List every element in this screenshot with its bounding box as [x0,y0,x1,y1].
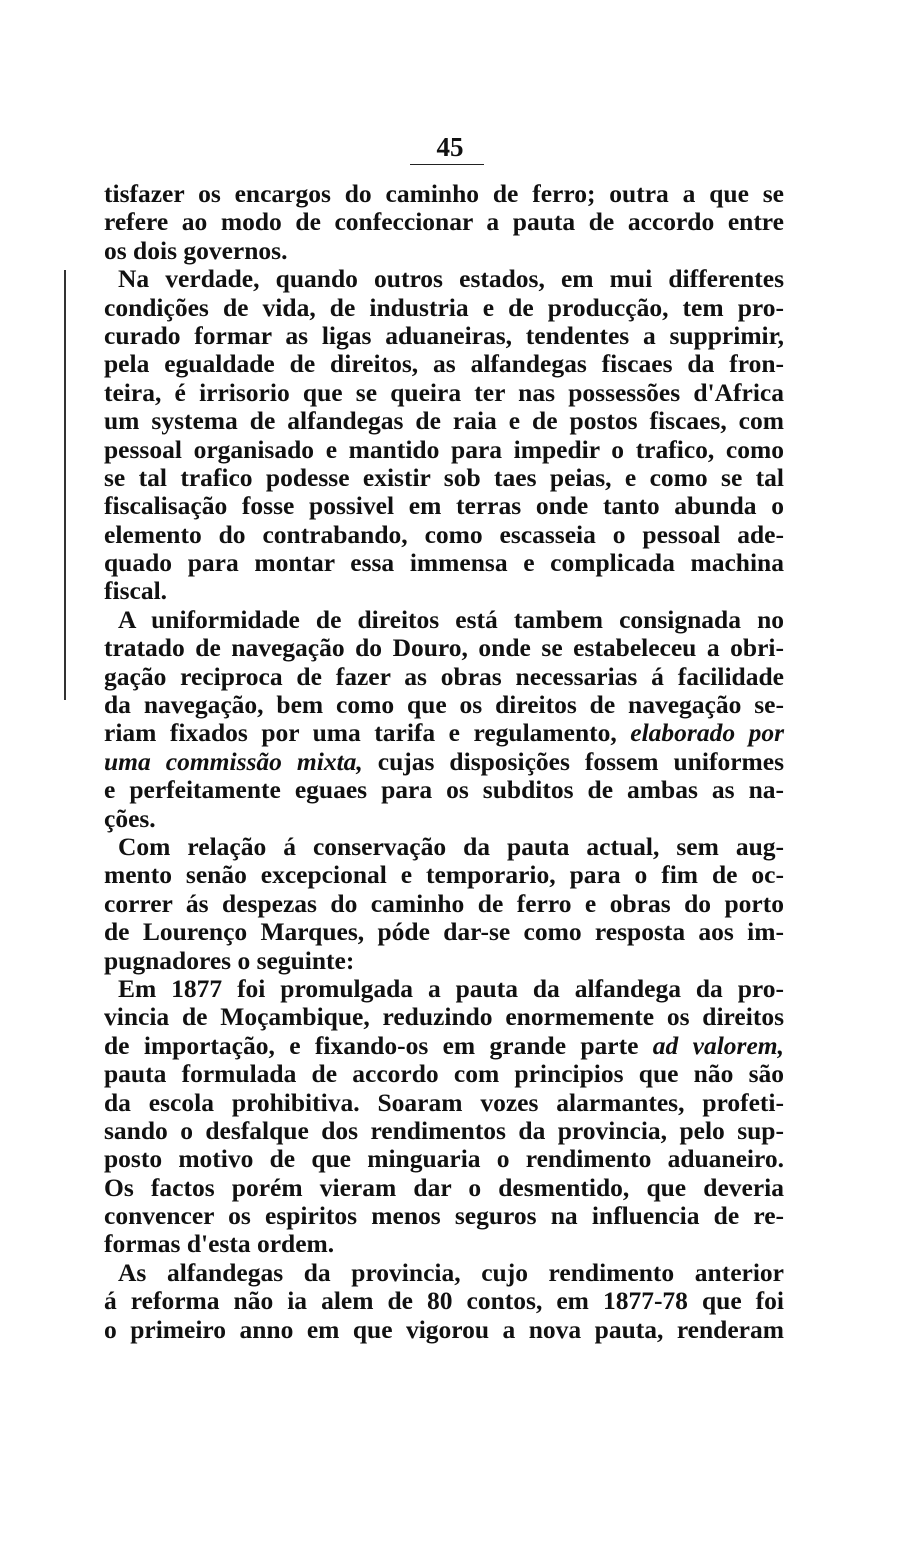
line-text: curado formar as ligas aduaneiras, tendentes a supprimir, [104,320,784,350]
text-line [104,1230,784,1258]
line-text: um systema de alfandegas de raia e de postos fiscaes, com [104,406,784,436]
text-line [104,1316,784,1344]
line-text: pauta formulada de accordo com principios que não são [104,1059,784,1089]
text-line [104,691,784,719]
line-text: correr ás despezas do caminho de ferro e obras do porto [104,888,784,918]
line-text: pugnadores o seguinte: [104,945,355,975]
line-text: vincia de Moçambique, reduzindo enormemente os direitos [104,1002,784,1032]
text-line [104,1145,784,1173]
line-text: tratado de navegação do Douro, onde se estabeleceu a obri- [104,633,784,663]
line-text: tisfazer os encargos do caminho de ferro; outra a que se [104,179,784,208]
line-text: da escola prohibitiva. Soaram vozes alarmantes, profeti- [104,1087,784,1117]
line-text: convencer os espiritos menos seguros na influencia de re- [104,1201,784,1231]
line-text: Com relação á conservação da pauta actual, sem aug- [118,831,784,861]
text-line [104,663,784,691]
text-line [104,918,784,946]
text-line [104,805,784,833]
header-rule [410,164,484,165]
body-text [104,180,784,1344]
line-text: formas d'esta ordem. [104,1229,335,1259]
line-text: de importação, e fixando-os em grande parte [104,1030,639,1060]
text-line [104,436,784,464]
text-line: uma commissão mixta, cujas disposições fossem uniformes [104,746,784,776]
line-text: se tal trafico podesse existir sob taes peias, e como se tal [104,462,784,492]
line-text: A uniformidade de direitos está tambem consignada no [118,604,784,634]
text-line [104,180,784,208]
line-text: refere ao modo de confeccionar a pauta de accordo entre [104,207,784,237]
line-text: de Lourenço Marques, póde dar-se como resposta aos im- [104,917,784,947]
text-line [104,833,784,861]
text-line [104,1032,784,1060]
text-line [104,1117,784,1145]
text-line [104,861,784,889]
line-text: á reforma não ia alem de 80 contos, em 1877-78 que foi [104,1286,784,1316]
italic-text: ad valorem, [638,1030,784,1060]
text-line [104,521,784,549]
text-line [104,492,784,520]
line-text: Na verdade, quando outros estados, em mui differentes [118,264,784,294]
line-text: Em 1877 foi promulgada a pauta da alfandega da pro- [118,973,784,1003]
margin-mark [64,270,66,700]
line-text: gação reciproca de fazer as obras necessarias á facilidade [104,661,784,691]
text-line [104,634,784,662]
line-text: As alfandegas da provincia, cujo rendimento anterior [118,1257,784,1287]
text-line [104,1174,784,1202]
text-line [104,322,784,350]
line-text: ções. [104,803,156,833]
line-text: teira, é irrisorio que se queira ter nas possessões d'Africa [104,377,784,407]
text-line [104,464,784,492]
line-text: da navegação, bem como que os direitos de navegação se- [104,690,784,720]
text-line [104,947,784,975]
text-line [104,1202,784,1230]
text-line [104,379,784,407]
text-line [104,1089,784,1117]
italic-text: elaborado por [616,718,785,748]
page-number: 45 [436,132,464,162]
text-line [104,1287,784,1315]
line-text: fiscal. [104,576,168,606]
line-text: o primeiro anno em que vigorou a nova pauta, renderam [104,1314,784,1344]
text-line [104,776,784,804]
line-text: mento senão excepcional e temporario, para o fim de oc- [104,860,784,890]
italic-text: uma commissão mixta, [104,746,363,776]
line-text: e perfeitamente eguaes para os subditos de ambas as na- [104,775,784,805]
line-text: condições de vida, de industria e de producção, tem pro- [104,292,784,322]
text-line [104,350,784,378]
text-line [104,1060,784,1088]
line-text: riam fixados por uma tarifa e regulamento, [104,718,617,748]
line-text: pela egualdade de direitos, as alfandegas fiscaes da fron- [104,349,784,379]
text-line [104,1003,784,1031]
line-text: quado para montar essa immensa e complicada machina [104,548,784,578]
text-line [104,294,784,322]
line-text: posto motivo de que minguaria o rendimento aduaneiro. [104,1144,784,1174]
line-text: elemento do contrabando, como escasseia o pessoal ade- [104,519,784,549]
text-line [104,208,784,236]
text-line [104,890,784,918]
line-text: pessoal organisado e mantido para impedir o trafico, como [104,434,784,464]
text-line [104,975,784,1003]
text-line [104,577,784,605]
text-line [104,237,784,265]
line-text: sando o desfalque dos rendimentos da provincia, pelo sup- [104,1115,784,1145]
text-line [104,606,784,634]
line-text: fiscalisação fosse possivel em terras onde tanto abunda o [104,491,784,521]
text-line [104,265,784,293]
text-line [104,719,784,747]
text-line [104,1259,784,1287]
line-text: Os factos porém vieram dar o desmentido, que deveria [104,1172,784,1202]
text-line [104,549,784,577]
line-text: os dois governos. [104,235,288,265]
text-line [104,407,784,435]
